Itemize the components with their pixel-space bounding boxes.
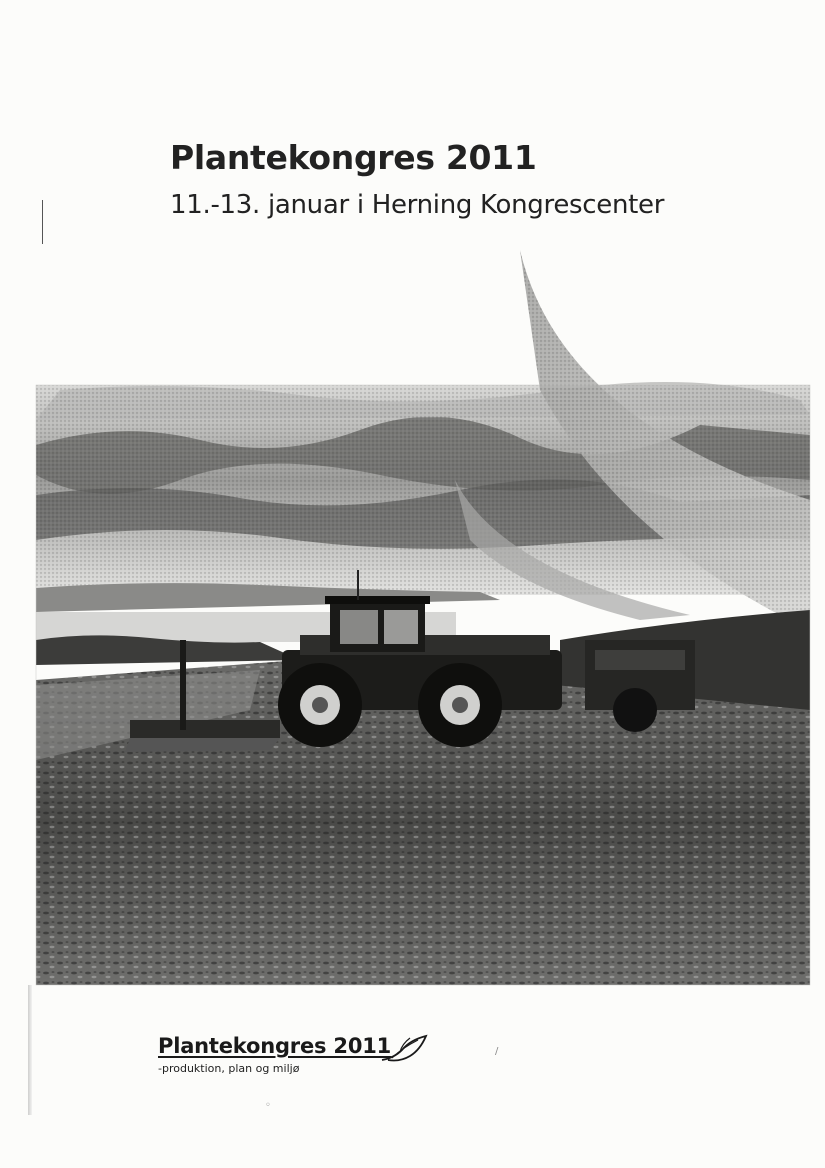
logo-tagline: -produktion, plan og miljø bbox=[158, 1062, 300, 1075]
scan-edge-mark bbox=[42, 200, 43, 244]
cover-photo bbox=[0, 240, 825, 1000]
scan-speck: / bbox=[495, 1046, 499, 1057]
document-title: Plantekongres 2011 bbox=[170, 138, 537, 177]
scan-shadow bbox=[28, 985, 32, 1115]
leaf-icon bbox=[380, 1032, 430, 1068]
document-subtitle: 11.-13. januar i Herning Kongrescenter bbox=[170, 190, 665, 220]
logo-name: Plantekongres 2011 bbox=[158, 1034, 392, 1058]
footer-logo bbox=[158, 1034, 391, 1075]
scan-speck: ◦ bbox=[265, 1100, 271, 1111]
